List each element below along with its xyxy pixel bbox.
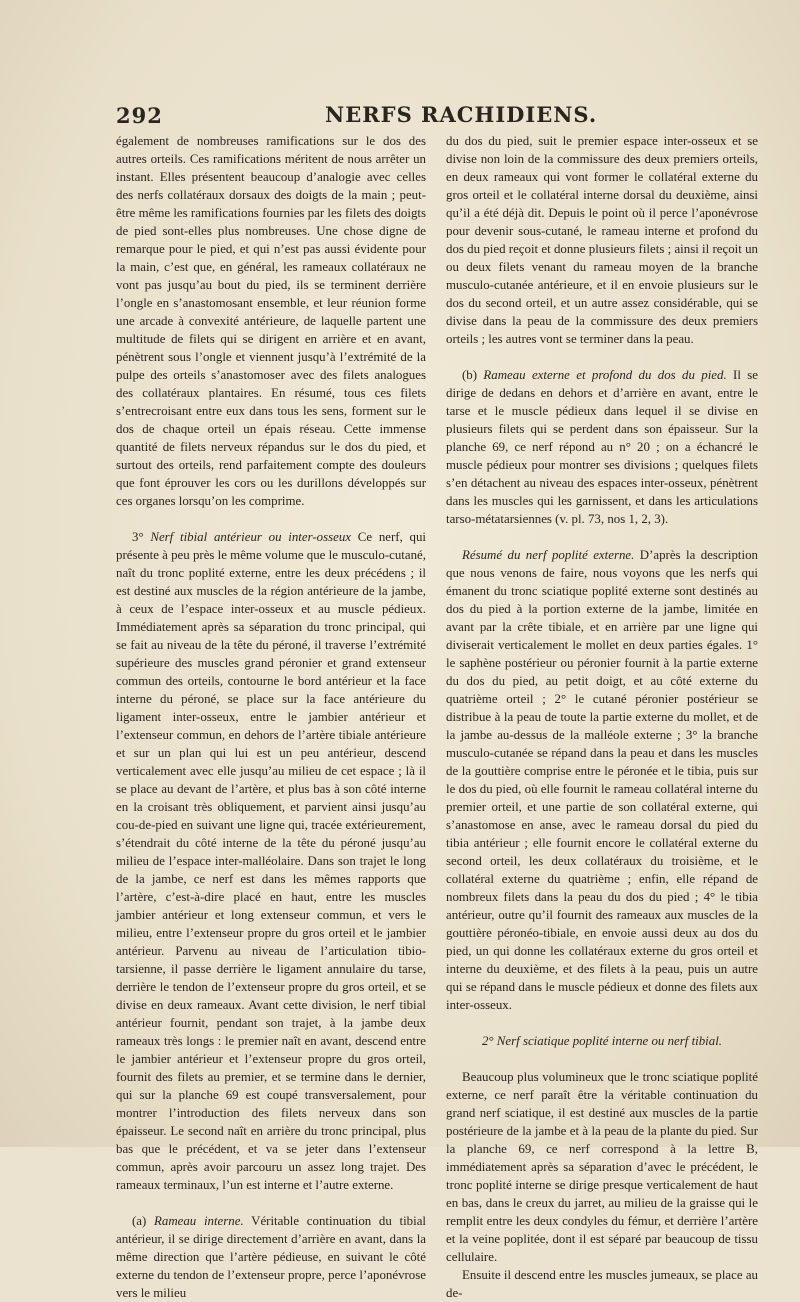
- paragraph-ramifications-orteils: également de nombreuses ramifications sur le dos des autres orteils. Ces ramifications méritent de nous arrêter un instant. Elles présentent beaucoup d’analogie avec celles des nerfs collatéraux dorsaux des doigts de la main ; peut-être même les ramifications fournies par les filets des doigts de pied sont-elles plus nombreuses. Une chose digne de remarque pour le pied, et qui n’est pas aussi évidente pour la main, c’est que, en général, les rameaux collatéraux ne vont pas jusqu’au bout du pied, ils se terminent derrière l’ongle en s’anastomosant ensemble, et leur réunion forme une arcade à convexité antérieure, de laquelle partent une multitude de filets qui se dirigent en arrière et en avant, pénètrent sous l’ongle et viennent jusqu’à l’extrémité de la pulpe des orteils s’anastomoser avec des filets analogues des collatéraux plantaires. En résumé, tous ces filets s’entrecroisant entre eux dans tous les sens, forment sur le dos de chaque orteil un épais réseau. Cette immense quantité de filets nerveux répandus sur le dos du pied, et surtout des orteils, rend parfaitement compte des douleurs que font éprouver les cors ou les durillons développés sur ces organes lorsqu’on les comprime.: [116, 134, 426, 508]
- section-letter: (a): [132, 1214, 155, 1228]
- section-title-rameau-interne: Rameau interne.: [154, 1214, 244, 1228]
- section-text: Ce nerf, qui présente à peu près le même volume que le musculo-cutané, naît du tronc poplité externe, entre les deux précédens ; il est destiné aux muscles de la région antérieure de la jambe, à ceux de l’espace inter-osseux et au muscle pédieux. Immédiatement après sa séparation du tronc principal, qui se fait au niveau de la tête du péroné, il traverse l’extrémité supérieure des muscles grand péronier et grand extenseur commun des orteils, contourne le bord antérieur et la face interne du péroné, se place sur la face antérieure du ligament inter-osseux, entre le jambier antérieur et l’extenseur commun, en dehors de l’artère tibiale antérieure et sur un plan qui lui est un peu antérieur, descend verticalement avec elle jusqu’au milieu de cet espace ; là il se place au devant de l’artère, et plus bas à son côté interne en la croisant très obliquement, et parvient ainsi jusqu’au cou-de-pied en suivant une ligne qui, tracée extérieurement, s’étendrait du côté interne de la tête du péroné jusqu’au milieu de l’espace inter-malléolaire. Dans son trajet le long de la jambe, ce nerf est dans les mêmes rapports que l’artère, c’est-à-dire placé en haut, entre les muscles jambier antérieur et long extenseur commun, et vers le milieu, entre l’extenseur propre du gros orteil et le jambier antérieur. Parvenu au niveau de l’articulation tibio-tarsienne, il passe derrière le ligament annulaire du tarse, derrière le tendon de l’extenseur propre du gros orteil, et se divise en deux rameaux. Avant cette division, le nerf tibial antérieur fournit, pendant son trajet, à la jambe deux rameaux très longs : le premier naît en avant, descend entre le jambier antérieur et l’extenseur propre du gros orteil, fournit des filets au premier, et se termine dans le dernier, qui sur la planche 69 est coupé transversalement, pour montrer l’introduction des filets nerveux dans son épaisseur. Le second naît en arrière du tronc principal, plus bas que le précédent, et va se jeter dans l’extenseur commun, après avoir parcouru un assez long trajet. Des rameaux terminaux, l’un est interne et l’autre externe.: [116, 530, 427, 1192]
- section-title-tibial-anterieur: Nerf tibial antérieur ou inter-osseux: [150, 530, 352, 544]
- page-number: 292: [116, 103, 163, 128]
- section-text: D’après la description que nous venons de faire, nous voyons que les nerfs qui émanent du tronc sciatique poplité externe sont destinés au dos du pied à la portion externe de la jambe, limitée en avant par la crête tibiale, et en arrière par une ligne qui diviserait verticalement le mollet en deux parties égales. 1° le saphène postérieur ou péronier fournit à la partie externe du dos du pied, au petit doigt, et au côté externe du quatrième orteil ; 2° le cutané péronier postérieur se distribue à la peau de toute la partie externe du mollet, et de la jambe au-dessus de la malléole externe ; 3° la branche musculo-cutanée se répand dans la peau et dans les muscles de la gouttière comprise entre le péronée et le tibia, puis sur le dos du pied, où elle fournit le rameau collatéral interne du premier orteil, et une partie de son collatéral externe, qui s’anastomose en anse, avec le rameau dorsal du pied du tibia antérieur ; elle fournit encore le collatéral externe du second orteil, les deux collatéraux du troisième, et le collatéral externe du quatrième ; enfin, elle répand de nombreux filets dans la peau du dos du pied ; 4° le tibia antérieur, outre qu’il fournit des rameaux aux muscles de la gouttière péronéo-tibiale, en envoie aussi deux au dos du pied, un qui donne les collatéraux externe du gros orteil et interne du deuxième, et des filets à la peau, puis un autre qui se répand dans le muscle pédieux et donne des filets aux inter-osseux.: [446, 548, 758, 1012]
- right-column: [446, 132, 758, 1300]
- paragraph-tibial-anterieur: [116, 528, 426, 1194]
- section-title-rameau-externe: Rameau externe et profond du dos du pied.: [483, 368, 727, 382]
- paragraph-muscles-jumeaux: Ensuite il descend entre les muscles jumeaux, se place au de-: [446, 1268, 758, 1300]
- section-heading-nerf-tibial: 2° Nerf sciatique poplité interne ou nerf tibial.: [481, 1034, 723, 1048]
- section-text: Il se dirige de dedans en dehors et d’arrière en avant, entre le tarse et le muscle pédieux dans lequel il se divise en plusieurs filets qui se perdent dans son épaisseur. Sur la planche 69, ce nerf répond au n° 20 ; on a échancré le muscle pédieux pour montrer ses divisions ; quelques filets s’en détachent au niveau des espaces inter-osseux, pénètrent dans les muscles qui les garnissent, et dans les articulations tarso-métatarsiennes (v. pl. 73, nos 1, 2, 3).: [446, 368, 758, 526]
- section-text: Véritable continuation du tibial antérieur, il se dirige directement d’arrière en avant, dans la même direction que l’artère pédieuse, en suivant le côté externe du tendon de l’extenseur propre, perce l’aponévrose vers le milieu: [116, 1214, 427, 1300]
- paragraph-rameau-interne: [116, 1212, 426, 1302]
- paragraph-resume: [446, 546, 758, 1014]
- section-title-resume: Résumé du nerf poplité externe.: [462, 548, 635, 562]
- left-column: [116, 132, 427, 1300]
- paragraph-dos-du-pied: du dos du pied, suit le premier espace inter-osseux et se divise non loin de la commissure des deux premiers orteils, en deux rameaux qui vont former le collatéral externe du gros orteil et le collatéral interne dorsal du deuxième, ainsi qu’il a été déjà dit. Depuis le point où il perce l’aponévrose pour devenir sous-cutané, le rameau interne et profond du dos du pied reçoit et donne plusieurs filets ; ainsi il reçoit un ou deux filets venant du rameau moyen de la branche musculo-cutanée antérieure, et il en envoie plusieurs sur le dos du second orteil, et un autre assez considérable, qui se divise dans la peau de la commissure des deux premiers orteils ; les autres vont se terminer dans la peau.: [446, 134, 758, 346]
- section-letter: (b): [462, 368, 484, 382]
- paragraph-nerf-tibial: Beaucoup plus volumineux que le tronc sciatique poplité externe, ce nerf paraît être la véritable continuation du grand nerf sciatique, il est destiné aux muscles de la partie postérieure de la jambe et à la peau de la plante du pied. Sur la planche 69, ce nerf correspond à la lettre B, immédiatement après sa séparation d’avec le précédent, le tronc poplité interne se dirige presque verticalement de haut en bas, dans le creux du jarret, au milieu de la graisse qui le remplit entre les deux condyles du fémur, et derrière l’artère et la veine poplitée, dont il est séparé par beaucoup de tissu cellulaire.: [446, 1070, 758, 1264]
- paragraph-rameau-externe: [446, 366, 758, 528]
- section-number: 3°: [132, 530, 151, 544]
- running-title: NERFS RACHIDIENS.: [325, 102, 598, 127]
